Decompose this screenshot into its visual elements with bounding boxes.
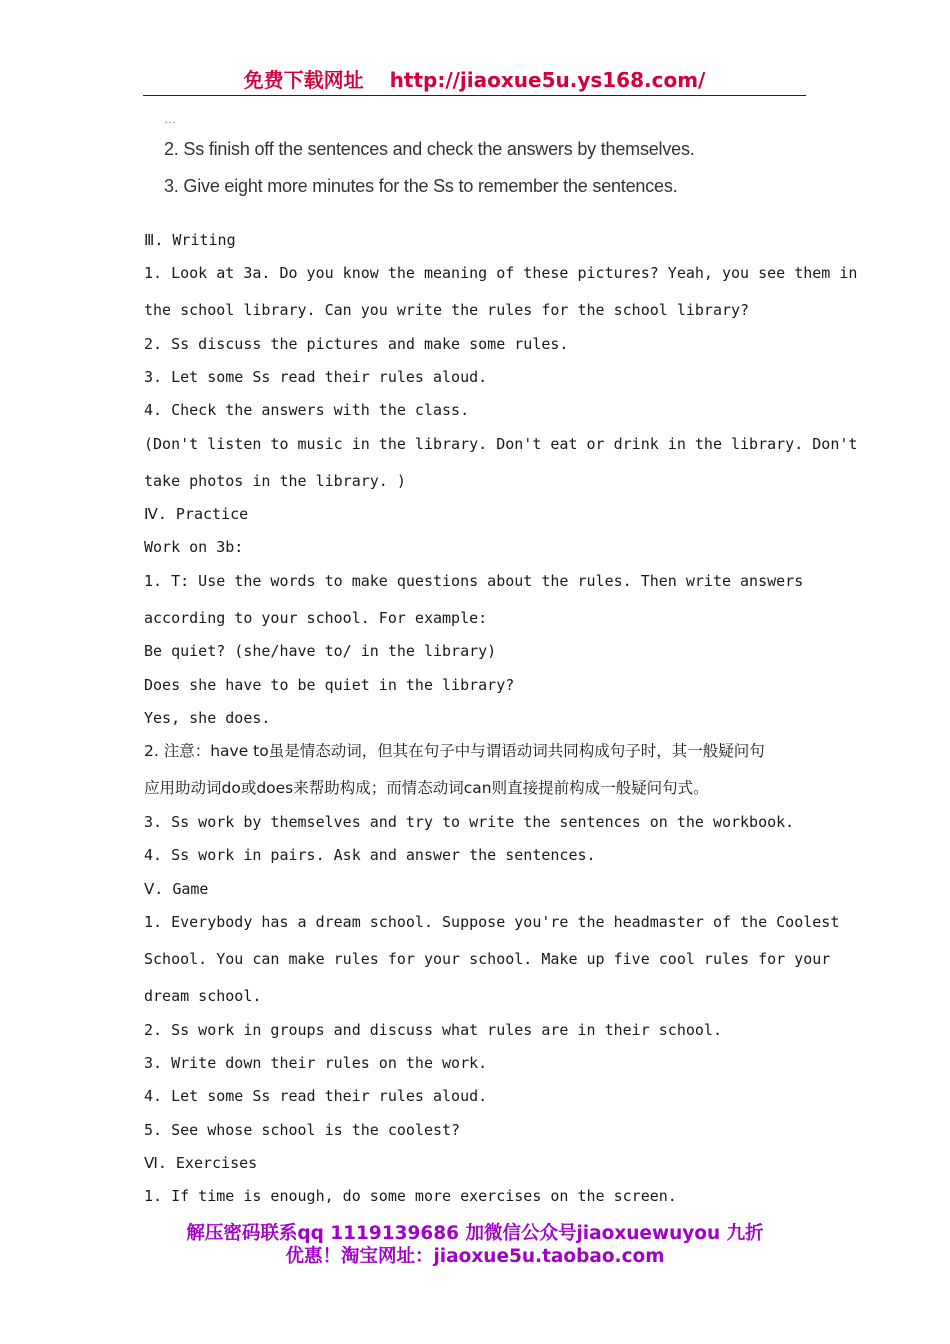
- text-line: take photos in the library. ): [144, 472, 406, 490]
- text-line: 3. Ss work by themselves and try to write the sentences on the workbook.: [144, 813, 795, 831]
- text-line: according to your school. For example:: [144, 609, 488, 627]
- section-heading-game: Ⅴ. Game: [144, 880, 209, 898]
- text-line: the school library. Can you write the rules for the school library?: [144, 301, 750, 319]
- image-text-line: 3. Give eight more minutes for the Ss to remember the sentences.: [164, 176, 678, 196]
- section-heading-writing: Ⅲ. Writing: [144, 231, 236, 249]
- text-line: 1. T: Use the words to make questions about the rules. Then write answers: [144, 572, 804, 590]
- text-line-note: 应用助动词do或does来帮助构成；而情态动词can则直接提前构成一般疑问句式。: [144, 779, 709, 797]
- text-line: (Don't listen to music in the library. Don't eat or drink in the library. Don't: [144, 435, 858, 453]
- section-heading-practice: Ⅳ. Practice: [144, 505, 249, 523]
- text-line: 1. Look at 3a. Do you know the meaning of these pictures? Yeah, you see them in: [144, 264, 858, 282]
- text-line: Does she have to be quiet in the library?: [144, 676, 515, 694]
- section-heading-exercises: Ⅵ. Exercises: [144, 1154, 258, 1172]
- header-url-link[interactable]: http://jiaoxue5u.ys168.com/: [389, 68, 706, 92]
- text-line: 1. If time is enough, do some more exercises on the screen.: [144, 1187, 677, 1205]
- text-line: 5. See whose school is the coolest?: [144, 1121, 461, 1139]
- text-line: 1. Everybody has a dream school. Suppose you're the headmaster of the Coolest: [144, 913, 840, 931]
- image-text-line: 2. Ss finish off the sentences and check the answers by themselves.: [164, 139, 695, 159]
- text-line: Work on 3b:: [144, 538, 244, 556]
- text-line: 4. Check the answers with the class.: [144, 401, 470, 419]
- text-line: 3. Write down their rules on the work.: [144, 1054, 488, 1072]
- text-line: Yes, she does.: [144, 709, 271, 727]
- page-header: [143, 66, 806, 96]
- header-label: 免费下载网址: [243, 68, 364, 92]
- footer-line-1: 解压密码联系qq 1119139686 加微信公众号jiaoxuewuyou 九折: [186, 1223, 764, 1244]
- text-line: dream school.: [144, 987, 262, 1005]
- text-line: 3. Let some Ss read their rules aloud.: [144, 368, 488, 386]
- image-ellipsis: …: [164, 112, 176, 126]
- text-line: 2. Ss discuss the pictures and make some rules.: [144, 335, 569, 353]
- text-line: 4. Ss work in pairs. Ask and answer the sentences.: [144, 846, 596, 864]
- text-line-note: 2. 注意：have to虽是情态动词，但其在句子中与谓语动词共同构成句子时，其一般疑问句: [144, 742, 765, 760]
- text-line: 2. Ss work in groups and discuss what rules are in their school.: [144, 1021, 722, 1039]
- text-line: School. You can make rules for your school. Make up five cool rules for your: [144, 950, 831, 968]
- text-line: 4. Let some Ss read their rules aloud.: [144, 1087, 488, 1105]
- footer-line-2: 优惠！淘宝网址：jiaoxue5u.taobao.com: [285, 1246, 665, 1267]
- text-line: Be quiet? (she/have to/ in the library): [144, 642, 497, 660]
